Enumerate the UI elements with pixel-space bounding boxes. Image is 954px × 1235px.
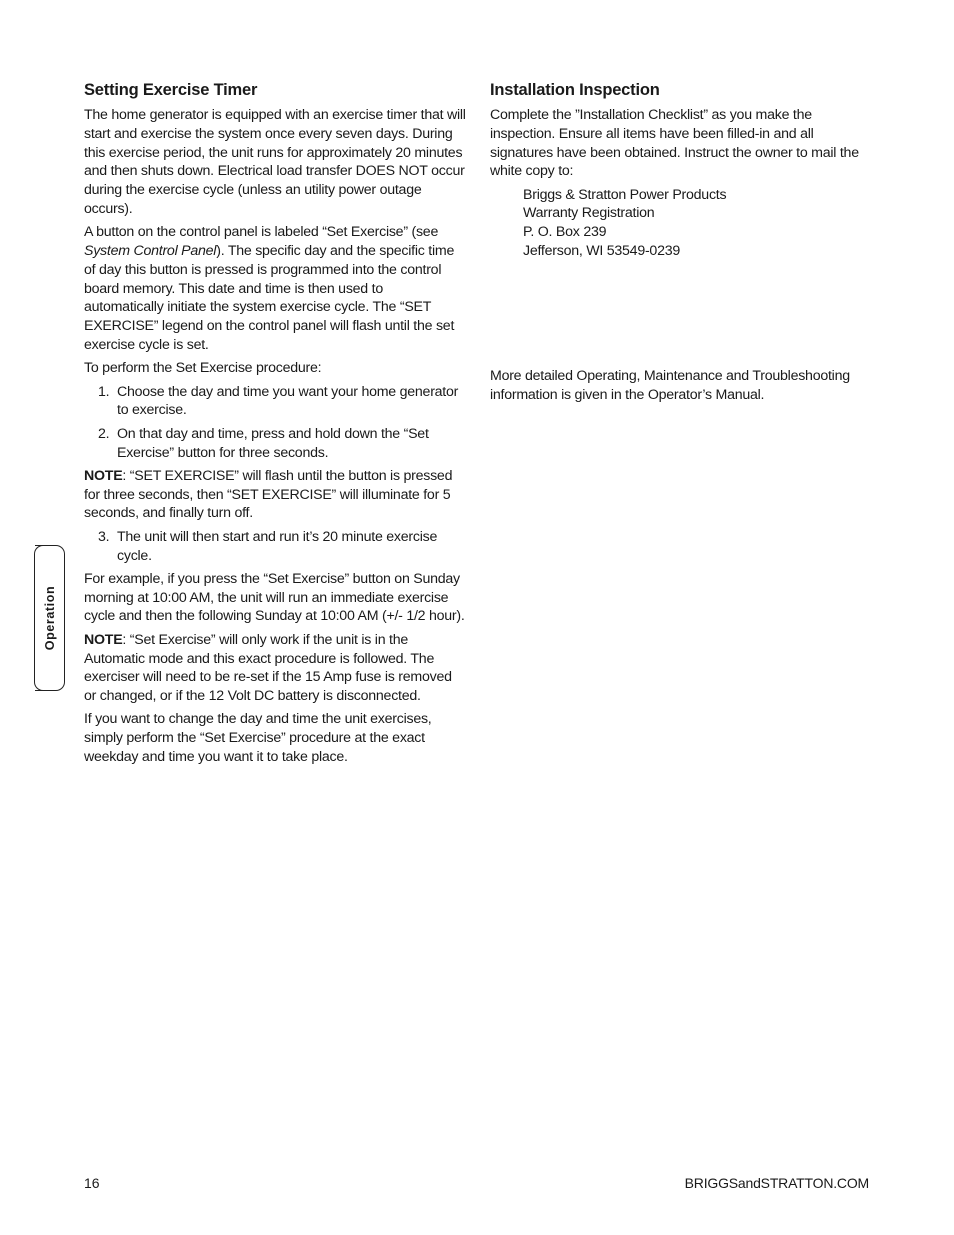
address-line: Briggs & Stratton Power Products bbox=[523, 186, 727, 203]
section-side-tab bbox=[35, 545, 65, 691]
right-column bbox=[490, 79, 865, 409]
section-heading-installation-inspection: Installation Inspection bbox=[490, 81, 660, 99]
paragraph: A button on the control panel is labeled “Set Exercise” (see System Control Panel). The specific day and the specific time of day this button is pressed is programmed into the control board memory. This date and time is then used to automatically initiate the system exercise cycle. The “SET EXERCISE” legend on the control panel will flash until the set exercise cycle is set. bbox=[84, 224, 455, 354]
note: NOTE: “Set Exercise” will only work if the unit is in the Automatic mode and this exact procedure is followed. The exerciser will need to be re-set if the 15 Amp fuse is removed or changed, or if the 12 Volt DC battery is disconnected. bbox=[84, 631, 452, 705]
italic-reference: System Control Panel bbox=[84, 243, 217, 260]
page-number: 16 bbox=[84, 1175, 100, 1191]
paragraph: For example, if you press the “Set Exercise” button on Sunday morning at 10:00 AM, the unit will run an immediate exercise cycle and then the following Sunday at 10:00 AM (+/- 1/2 hour). bbox=[84, 570, 465, 625]
note: NOTE: “SET EXERCISE” will flash until the button is pressed for three seconds, then “SET EXERCISE” will illuminate for 5 seconds, and finally turn off. bbox=[84, 467, 453, 522]
side-tab-label: Operation bbox=[42, 585, 57, 651]
note-label: NOTE bbox=[84, 631, 123, 648]
steps-list-continued bbox=[84, 528, 466, 566]
footer-website: BRIGGSandSTRATTON.COM bbox=[684, 1175, 869, 1191]
address-line: Warranty Registration bbox=[523, 205, 655, 222]
mailing-address bbox=[490, 186, 865, 261]
list-item: 3. The unit will then start and run it’s 20 minute exercise cycle. bbox=[98, 528, 438, 564]
paragraph: More detailed Operating, Maintenance and Troubleshooting information is given in the Operator’s Manual. bbox=[490, 367, 850, 403]
list-item: 2. On that day and time, press and hold down the “Set Exercise” button for three seconds. bbox=[98, 425, 429, 461]
address-line: P. O. Box 239 bbox=[523, 224, 607, 241]
paragraph: To perform the Set Exercise procedure: bbox=[84, 360, 322, 377]
spacer bbox=[490, 261, 865, 367]
paragraph: Complete the ”Installation Checklist” as you make the inspection. Ensure all items have been filled-in and all signatures have been obtained. Instruct the owner to mail the white copy to: bbox=[490, 107, 859, 180]
note-label: NOTE bbox=[84, 467, 123, 484]
paragraph: If you want to change the day and time the unit exercises, simply perform the “Set Exercise” procedure at the exact weekday and time you want it to take place. bbox=[84, 711, 432, 765]
address-line: Jefferson, WI 53549-0239 bbox=[523, 243, 680, 260]
list-item: 1. Choose the day and time you want your home generator to exercise. bbox=[98, 383, 459, 419]
steps-list bbox=[84, 383, 466, 463]
section-heading-exercise-timer: Setting Exercise Timer bbox=[84, 81, 258, 99]
paragraph: The home generator is equipped with an exercise timer that will start and exercise the system once every seven days. During this exercise period, the unit runs for approximately 20 minutes and then shuts down. Electrical load transfer DOES NOT occur during the exercise cycle (unless an utility power outage occurs). bbox=[84, 107, 466, 217]
left-column bbox=[84, 79, 466, 771]
